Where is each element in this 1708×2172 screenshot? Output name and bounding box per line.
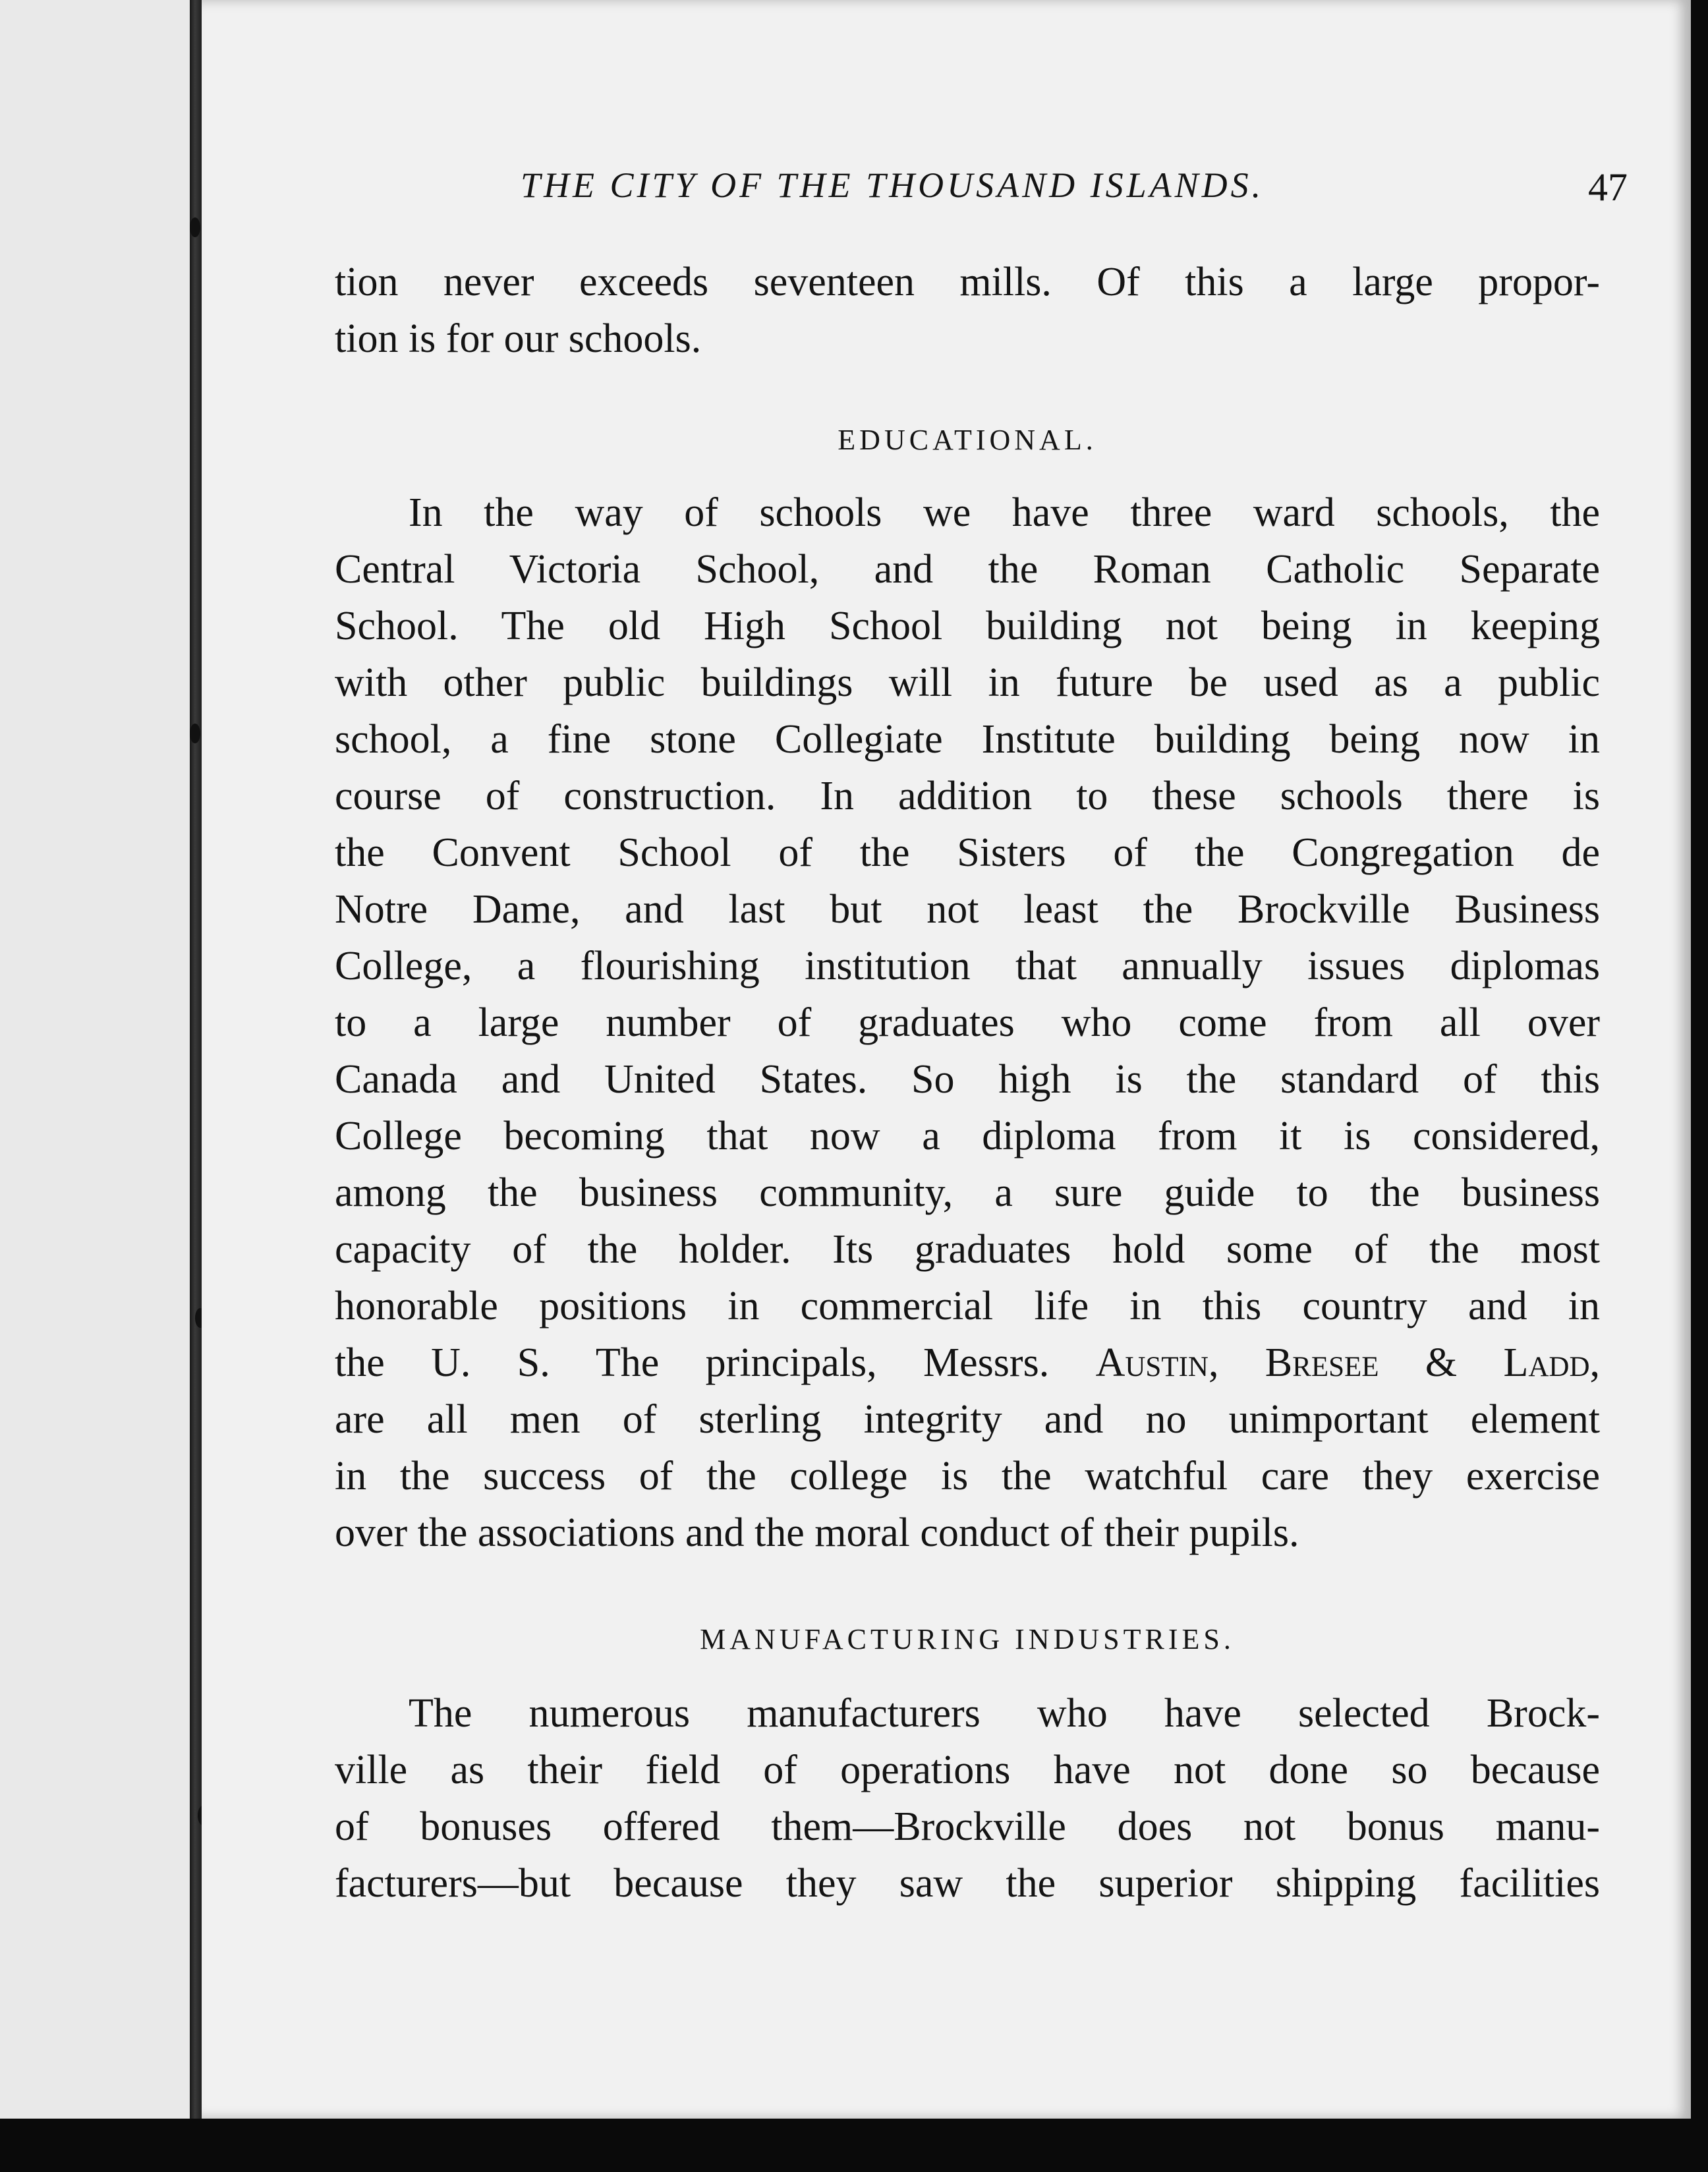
- text-line: The numerous manufacturers who have selected Brock-: [409, 1691, 1600, 1736]
- running-title: THE CITY OF THE THOUSAND ISLANDS.: [521, 165, 1265, 205]
- text-line: tion never exceeds seventeen mills. Of this a large propor-: [335, 260, 1600, 304]
- section-heading-manufacturing: MANUFACTURING INDUSTRIES.: [700, 1623, 1235, 1655]
- text-line: [335, 1334, 1600, 1391]
- text-line: College, a flourishing institution that annually issues diplomas: [335, 944, 1600, 988]
- binding-thread-mark: [190, 217, 200, 237]
- text-line: College becoming that now a diploma from it is considered,: [335, 1114, 1600, 1158]
- text-line: Central Victoria School, and the Roman Catholic Separate: [335, 547, 1600, 592]
- text-line: tion is for our schools.: [335, 316, 702, 361]
- text-line: are all men of sterling integrity and no unimportant element: [335, 1397, 1600, 1442]
- text-line: Canada and United States. So high is the standard of this: [335, 1057, 1600, 1102]
- text-line: ville as their field of operations have not done so because: [335, 1748, 1600, 1792]
- text-line: capacity of the holder. Its graduates hold some of the most: [335, 1227, 1600, 1272]
- binding-thread-mark: [190, 724, 200, 743]
- text-line: In the way of schools we have three ward schools, the: [409, 490, 1600, 535]
- scan-right-edge: [1691, 0, 1708, 2172]
- page-number: 47: [1588, 165, 1628, 209]
- text-line: Notre Dame, and last but not least the Brockville Business: [335, 887, 1600, 932]
- text-line: course of construction. In addition to these schools there is: [335, 774, 1600, 818]
- text-line: over the associations and the moral conduct of their pupils.: [335, 1510, 1299, 1555]
- text-line: school, a fine stone Collegiate Institute building being now in: [335, 717, 1600, 762]
- book-gutter: [190, 0, 203, 2119]
- text-line: School. The old High School building not being in keeping: [335, 604, 1600, 648]
- text-line: honorable positions in commercial life in this country and in: [335, 1284, 1600, 1329]
- section-heading-educational: EDUCATIONAL.: [838, 424, 1097, 456]
- scan-bottom-edge: [0, 2119, 1708, 2172]
- text-line: facturers—but because they saw the superior shipping facilities: [335, 1861, 1600, 1906]
- text-line: in the success of the college is the watchful care they exercise: [335, 1454, 1600, 1499]
- facing-page-edge: [0, 0, 191, 2119]
- text-line: to a large number of graduates who come from all over: [335, 1000, 1600, 1045]
- text-line: the Convent School of the Sisters of the Congregation de: [335, 830, 1600, 875]
- text-line: of bonuses offered them—Brockville does not bonus manu-: [335, 1804, 1600, 1849]
- text-line: with other public buildings will in future be used as a public: [335, 660, 1600, 705]
- text-line-prefix: the U. S. The principals, Messrs.: [335, 1340, 1096, 1385]
- principals-names: Austin, Bresee & Ladd,: [1095, 1340, 1601, 1385]
- text-line: among the business community, a sure guide to the business: [335, 1170, 1600, 1215]
